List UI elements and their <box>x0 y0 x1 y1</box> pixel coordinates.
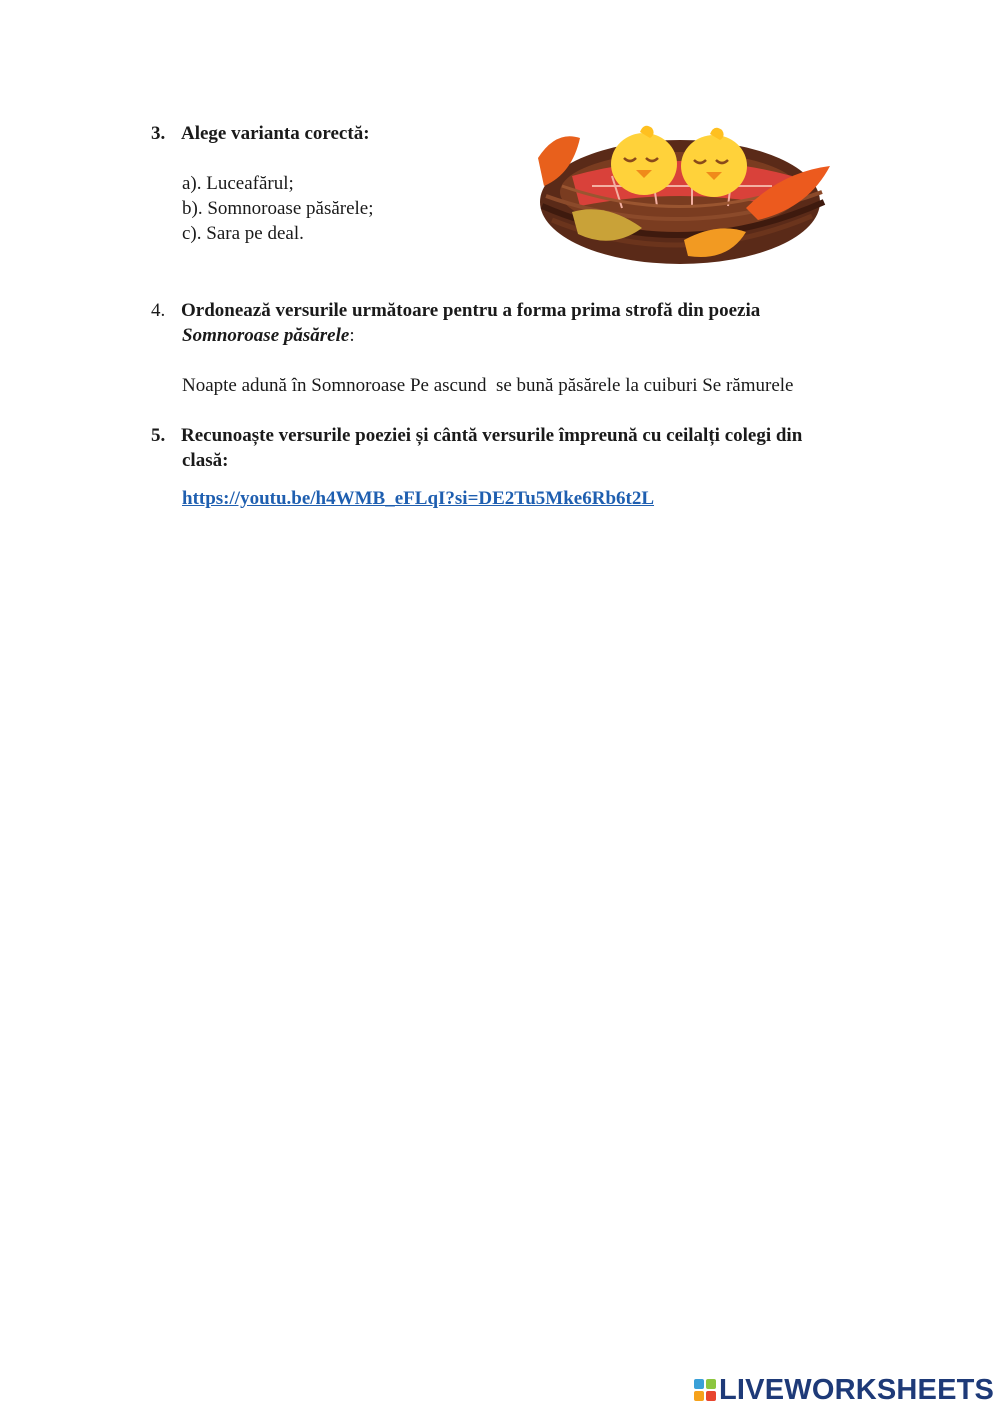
poem-title: Somnoroase păsărele <box>182 325 350 346</box>
scrambled-verses: Noapte adună în Somnoroase Pe ascund se bună păsărele la cuiburi Se rămurele <box>182 375 794 396</box>
question-3-prompt: Alege varianta corectă: <box>181 123 370 144</box>
youtube-link[interactable]: https://youtu.be/h4WMB_eFLqI?si=DE2Tu5Mke6Rb6t2L <box>182 488 655 509</box>
brand-name: LIVEWORKSHEETS <box>719 1373 995 1406</box>
question-4-title-line <box>182 323 355 348</box>
option-b[interactable]: b). Somnoroase păsărele; <box>182 198 374 219</box>
bird-nest-icon <box>532 116 834 272</box>
option-c[interactable]: c). Sara pe deal. <box>182 223 304 244</box>
question-4-prompt: Ordonează versurile următoare pentru a forma prima strofă din poezia <box>181 300 761 321</box>
question-5-number: 5. <box>151 425 166 446</box>
question-4-number: 4. <box>151 300 166 321</box>
question-5-prompt-line1: Recunoaște versurile poeziei și cântă versurile împreună cu ceilalți colegi din <box>181 425 803 446</box>
liveworksheets-logo[interactable] <box>694 1373 994 1407</box>
logo-mark-icon <box>694 1379 716 1401</box>
question-5-prompt-line2: clasă: <box>182 450 229 471</box>
poem-title-colon: : <box>349 325 355 346</box>
question-3-number: 3. <box>151 123 166 144</box>
option-a[interactable]: a). Luceafărul; <box>182 173 294 194</box>
